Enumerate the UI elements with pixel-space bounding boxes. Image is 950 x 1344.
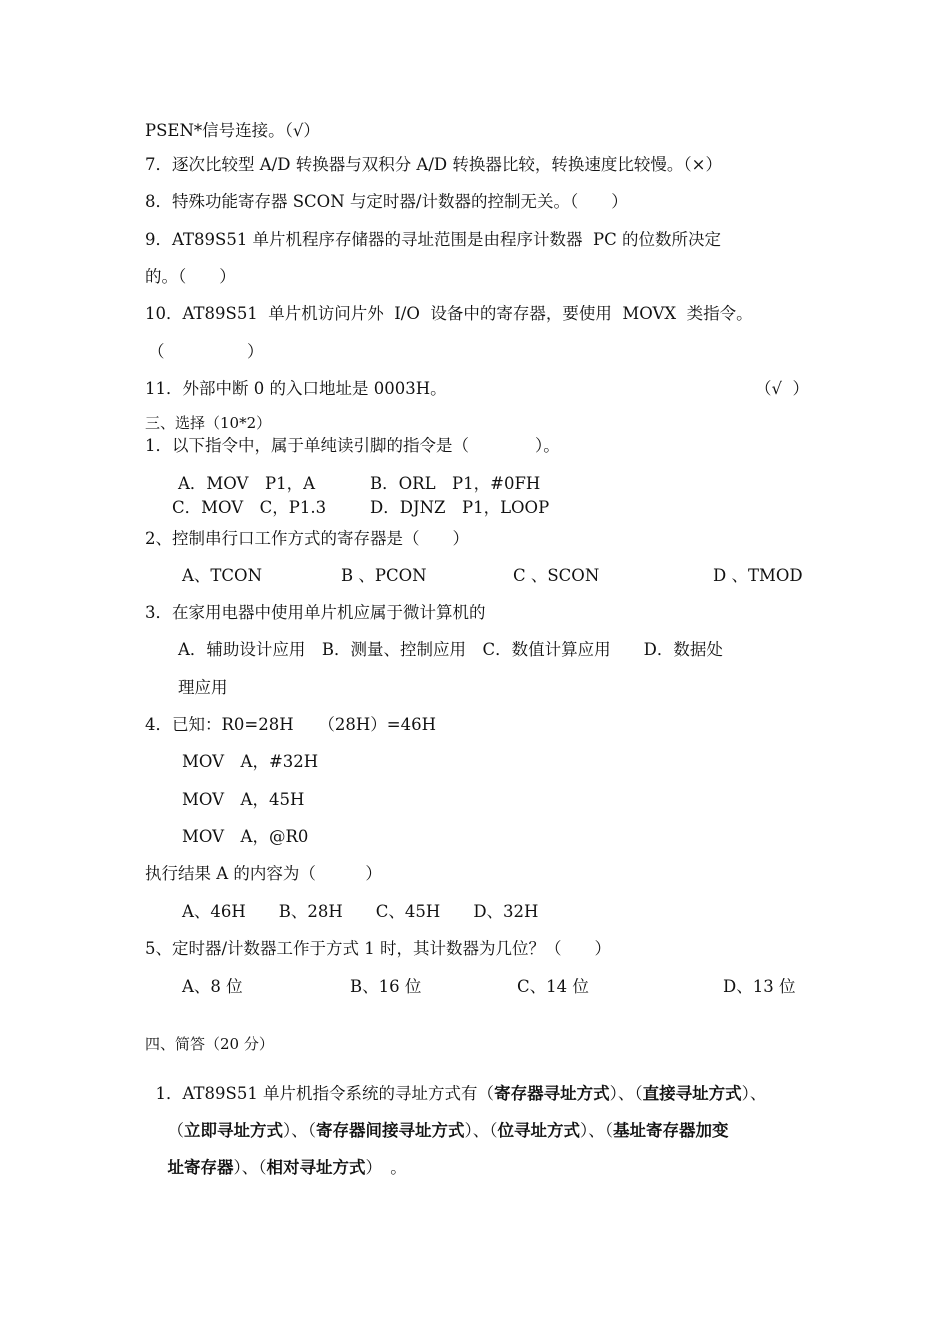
judge-line-2: 7．逐次比较型 A/D 转换器与双积分 A/D 转换器比较，转换速度比较慢。（×） [145,155,722,174]
choice-q2-option-b: B 、PCON [341,566,427,585]
choice-q4-code-1: MOV A，#32H [182,752,319,771]
choice-q2-option-d: D 、TMOD [713,566,803,585]
judge-line-8-answer: （√ ） [755,379,810,398]
separator: ）、（ [580,1121,613,1140]
answer-direct-addressing: 直接寻址方式 [642,1084,742,1103]
separator: ） 。 [365,1158,407,1177]
answer-bit-addressing: 位寻址方式 [497,1121,580,1140]
short-q1-line-1 [145,1064,766,1104]
answer-immediate-addressing: 立即寻址方式 [184,1121,283,1140]
judge-line-4: 9．AT89S51 单片机程序存储器的寻址范围是由程序计数器 PC 的位数所决定 [145,230,722,249]
judge-line-5: 的。（ ） [145,267,236,286]
separator: （ [167,1121,184,1140]
separator: ）、 [741,1084,767,1103]
separator: ）、（ [283,1121,316,1140]
choice-q2-option-c: C 、SCON [513,566,600,585]
answer-base-index-addressing-cont: 址寄存器 [167,1158,234,1177]
answer-base-index-addressing: 基址寄存器加变 [613,1121,729,1140]
separator: ）、（ [233,1158,267,1177]
choice-q2-option-a: A、TCON [182,566,263,585]
judge-line-6: 10．AT89S51 单片机访问片外 I/O 设备中的寄存器，要使用 MOVX 类指令。 [145,304,753,323]
choice-q2: 2、控制串行口工作方式的寄存器是（ ） [145,529,469,548]
judge-line-3: 8．特殊功能寄存器 SCON 与定时器/计数器的控制无关。（ ） [145,192,628,211]
choice-q5: 5、定时器/计数器工作于方式 1 时，其计数器为几位？（ ） [145,939,612,958]
choice-q1-option-d: D．DJNZ P1，LOOP [370,498,550,517]
choice-q4-options: A、46H B、28H C、45H D、32H [182,902,539,921]
choice-q4-result: 执行结果 A 的内容为（ ） [145,864,382,883]
choice-q5-option-c: C、14 位 [517,977,589,996]
choice-q1: 1．以下指令中，属于单纯读引脚的指令是（ ）。 [145,436,560,455]
choice-q5-option-d: D、13 位 [723,977,796,996]
judge-line-7: （ ） [148,342,264,361]
choice-q1-option-a: A．MOV P1，A [178,474,315,493]
short-q1-line-2 [157,1101,729,1141]
choice-q4-code-3: MOV A，@R0 [182,827,309,846]
answer-relative-addressing: 相对寻址方式 [266,1158,366,1177]
short-q1-prefix: 1．AT89S51 单片机指令系统的寻址方式有（ [155,1084,495,1103]
choice-heading: 三、选择（10*2） [145,414,272,432]
separator: ）、（ [464,1121,498,1140]
choice-q3: 3．在家用电器中使用单片机应属于微计算机的 [145,603,486,622]
choice-q4-code-2: MOV A，45H [182,790,305,809]
short-q1-line-3 [157,1138,407,1178]
choice-q3-options: A．辅助设计应用 B．测量、控制应用 C．数值计算应用 D．数据处 [178,640,723,659]
short-heading: 四、简答（20 分） [145,1035,274,1053]
choice-q1-option-b: B．ORL P1，#0FH [370,474,541,493]
choice-q5-option-b: B、16 位 [350,977,422,996]
judge-line-1: PSEN*信号连接。（√） [145,121,320,140]
answer-register-addressing: 寄存器寻址方式 [494,1084,610,1103]
choice-q1-option-c: C．MOV C，P1.3 [172,498,327,517]
separator: ）、（ [609,1084,643,1103]
choice-q3-options-cont: 理应用 [178,678,228,697]
answer-register-indirect-addressing: 寄存器间接寻址方式 [316,1121,465,1140]
judge-line-8: 11．外部中断 0 的入口地址是 0003H。 [145,379,447,398]
choice-q5-option-a: A、8 位 [182,977,243,996]
choice-q4: 4．已知：R0=28H （28H）=46H [145,715,436,734]
